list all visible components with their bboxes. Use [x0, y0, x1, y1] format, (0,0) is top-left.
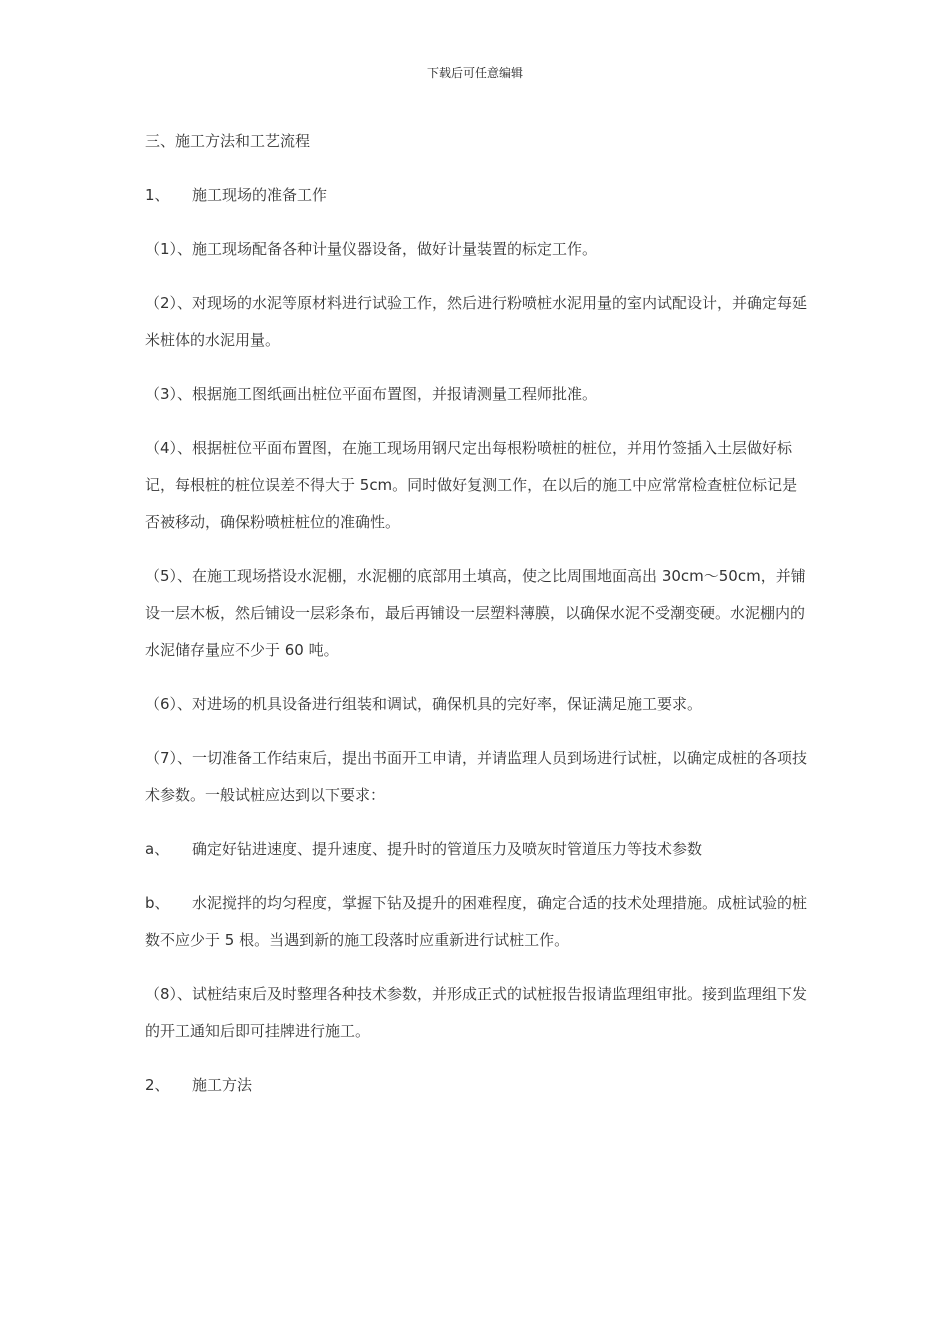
paragraph-2: （2）、对现场的水泥等原材料进行试验工作，然后进行粉喷桩水泥用量的室内试配设计，并确定每延米桩体的水泥用量。 — [145, 294, 808, 349]
list-item-text: 施工方法 — [192, 1076, 253, 1094]
list-marker: 2、 — [145, 1076, 170, 1094]
document-body — [145, 123, 810, 1121]
paragraph-4: （4）、根据桩位平面布置图，在施工现场用钢尺定出每根粉喷桩的桩位，并用竹签插入土层做好标记，每根桩的桩位误差不得大于 5cm。同时做好复测工作，在以后的施工中应常常检查桩位标记是否被移动，确保粉喷桩桩位的准确性。 — [145, 439, 798, 531]
paragraph-1: （1）、施工现场配备各种计量仪器设备，做好计量装置的标定工作。 — [145, 240, 598, 258]
paragraph-6: （6）、对进场的机具设备进行组装和调试，确保机具的完好率，保证满足施工要求。 — [145, 695, 703, 713]
paragraph-3: （3）、根据施工图纸画出桩位平面布置图，并报请测量工程师批准。 — [145, 385, 598, 403]
sub-marker-a: a、 — [145, 840, 170, 858]
paragraph-8: （8）、试桩结束后及时整理各种技术参数，并形成正式的试桩报告报请监理组审批。接到监理组下发的开工通知后即可挂牌进行施工。 — [145, 985, 808, 1040]
sub-marker-b: b、 — [145, 894, 170, 912]
page-header: 下载后可任意编辑 — [426, 66, 523, 80]
section-title: 三、施工方法和工艺流程 — [145, 132, 311, 150]
sub-item-b — [145, 885, 810, 959]
list-item-2 — [145, 1067, 810, 1104]
sub-item-a-text: 确定好钻进速度、提升速度、提升时的管道压力及喷灰时管道压力等技术参数 — [192, 840, 703, 858]
sub-item-a — [145, 831, 810, 868]
list-item-text: 施工现场的准备工作 — [192, 186, 328, 204]
paragraph-5: （5）、在施工现场搭设水泥棚，水泥棚的底部用土填高，使之比周围地面高出 30cm～50cm，并铺设一层木板，然后铺设一层彩条布，最后再铺设一层塑料薄膜，以确保水泥不受潮变硬。水泥棚内的水泥储存量应不少于 60 吨。 — [145, 567, 806, 659]
list-item-1 — [145, 177, 810, 214]
paragraph-7: （7）、一切准备工作结束后，提出书面开工申请，并请监理人员到场进行试桩，以确定成桩的各项技术参数。一般试桩应达到以下要求： — [145, 749, 808, 804]
sub-item-b-text: 水泥搅拌的均匀程度，掌握下钻及提升的困难程度，确定合适的技术处理措施。成桩试验的桩数不应少于 5 根。当遇到新的施工段落时应重新进行试桩工作。 — [145, 894, 808, 949]
list-marker: 1、 — [145, 186, 170, 204]
